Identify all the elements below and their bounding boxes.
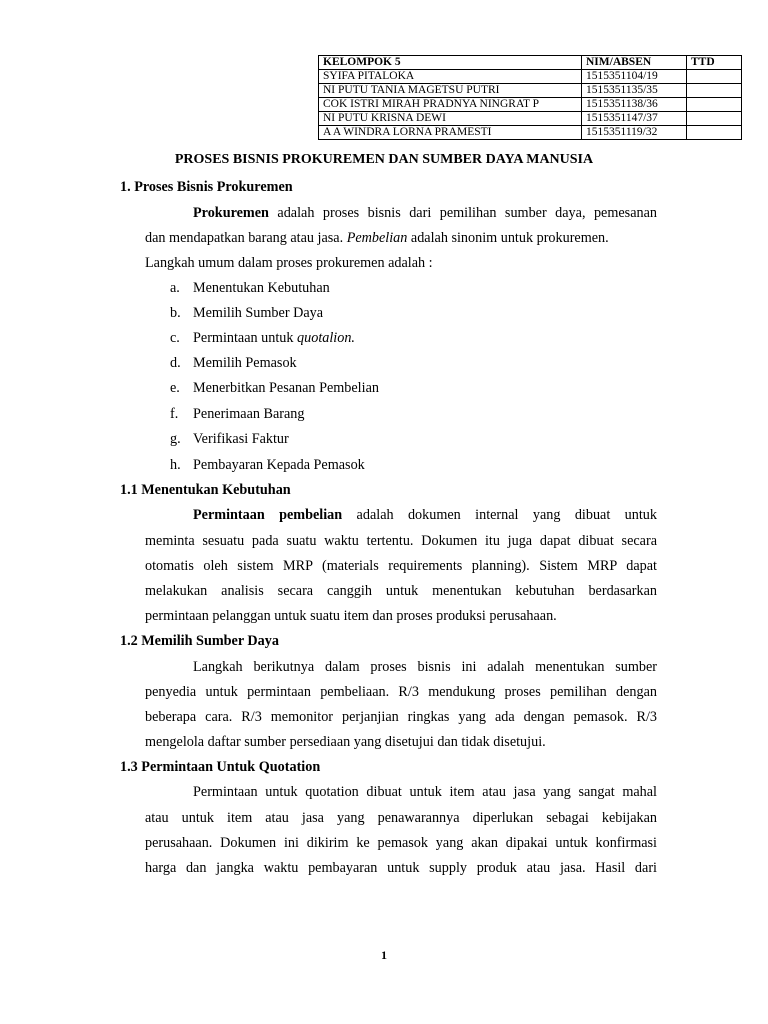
subsection-1-3-line-2: atau untuk item atau jasa yang penawarannya diperlukan sebagai kebijakan (145, 810, 657, 826)
member-name: COK ISTRI MIRAH PRADNYA NINGRAT P (319, 98, 582, 112)
section-1-paragraph-line-1: Prokuremen adalah proses bisnis dari pemilihan sumber daya, pemesanan (193, 205, 657, 221)
table-row (319, 112, 742, 126)
member-nim: 1515351138/36 (582, 98, 687, 112)
member-ttd (687, 126, 742, 140)
group-header-ttd: TTD (687, 56, 742, 70)
section-1-paragraph-line-3: Langkah umum dalam proses prokuremen adalah : (145, 255, 433, 271)
member-ttd (687, 112, 742, 126)
subsection-1-2-line-4: mengelola daftar sumber persediaan yang disetujui dan tidak disetujui. (145, 734, 546, 750)
subsection-1-3-heading: 1.3 Permintaan Untuk Quotation (120, 759, 321, 775)
member-nim: 1515351147/37 (582, 112, 687, 126)
subsection-1-2-line-3: beberapa cara. R/3 memonitor perjanjian ringkas yang ada dengan pemasok. R/3 (145, 709, 657, 725)
subsection-1-3-line-3: perusahaan. Dokumen ini dikirim ke pemasok yang akan dipakai untuk konfirmasi (145, 835, 657, 851)
list-item: a. Menentukan Kebutuhan (170, 280, 330, 296)
list-item: g. Verifikasi Faktur (170, 431, 289, 447)
term-pembelian: Pembelian (346, 230, 408, 246)
subsection-1-2-line-2: penyedia untuk permintaan pembeliaan. R/3 mendukung proses pemilihan dengan (145, 684, 657, 700)
subsection-1-2-line-1: Langkah berikutnya dalam proses bisnis ini adalah menentukan sumber (193, 659, 657, 675)
table-row (319, 98, 742, 112)
group-header-kelompok: KELOMPOK 5 (319, 56, 582, 70)
subsection-1-2-heading: 1.2 Memilih Sumber Daya (120, 633, 279, 649)
member-nim: 1515351119/32 (582, 126, 687, 140)
member-ttd (687, 84, 742, 98)
member-nim: 1515351104/19 (582, 70, 687, 84)
table-row (319, 84, 742, 98)
subsection-1-1-line-2: meminta sesuatu pada suatu waktu tertentu. Dokumen itu juga dapat dibuat secara (145, 533, 657, 549)
list-item: c. Permintaan untuk quotalion. (170, 330, 355, 346)
section-1-paragraph-line-2: dan mendapatkan barang atau jasa. Pembelian adalah sinonim untuk prokuremen. (145, 230, 609, 246)
member-ttd (687, 98, 742, 112)
member-name: A A WINDRA LORNA PRAMESTI (319, 126, 582, 140)
member-name: SYIFA PITALOKA (319, 70, 582, 84)
subsection-1-1-heading: 1.1 Menentukan Kebutuhan (120, 482, 291, 498)
member-nim: 1515351135/35 (582, 84, 687, 98)
member-name: NI PUTU KRISNA DEWI (319, 112, 582, 126)
group-table (318, 55, 742, 140)
list-item: d. Memilih Pemasok (170, 355, 297, 371)
member-name: NI PUTU TANIA MAGETSU PUTRI (319, 84, 582, 98)
subsection-1-3-line-4: harga dan jangka waktu pembayaran untuk supply produk atau jasa. Hasil dari (145, 860, 657, 876)
subsection-1-1-line-4: melakukan analisis secara canggih untuk menentukan kebutuhan berdasarkan (145, 583, 657, 599)
list-item: h. Pembayaran Kepada Pemasok (170, 457, 365, 473)
subsection-1-1-line-5: permintaan pelanggan untuk suatu item dan proses produksi perusahaan. (145, 608, 557, 624)
member-ttd (687, 70, 742, 84)
group-table-header-row (319, 56, 742, 70)
subsection-1-1-line-3: otomatis oleh sistem MRP (materials requirements planning). Sistem MRP dapat (145, 558, 657, 574)
subsection-1-1-line-1: Permintaan pembelian adalah dokumen internal yang dibuat untuk (193, 507, 657, 523)
list-item: f. Penerimaan Barang (170, 406, 305, 422)
list-item: b. Memilih Sumber Daya (170, 305, 324, 321)
subsection-1-3-line-1: Permintaan untuk quotation dibuat untuk item atau jasa yang sangat mahal (193, 784, 657, 800)
section-1-heading: 1. Proses Bisnis Prokuremen (120, 179, 293, 195)
group-header-nim: NIM/ABSEN (582, 56, 687, 70)
list-item: e. Menerbitkan Pesanan Pembelian (170, 380, 379, 396)
term-permintaan-pembelian: Permintaan pembelian (193, 507, 343, 523)
page-number: 1 (381, 948, 387, 962)
term-prokuremen: Prokuremen (193, 205, 269, 221)
table-row (319, 126, 742, 140)
table-row (319, 70, 742, 84)
document-title: PROSES BISNIS PROKUREMEN DAN SUMBER DAYA MANUSIA (174, 152, 594, 167)
